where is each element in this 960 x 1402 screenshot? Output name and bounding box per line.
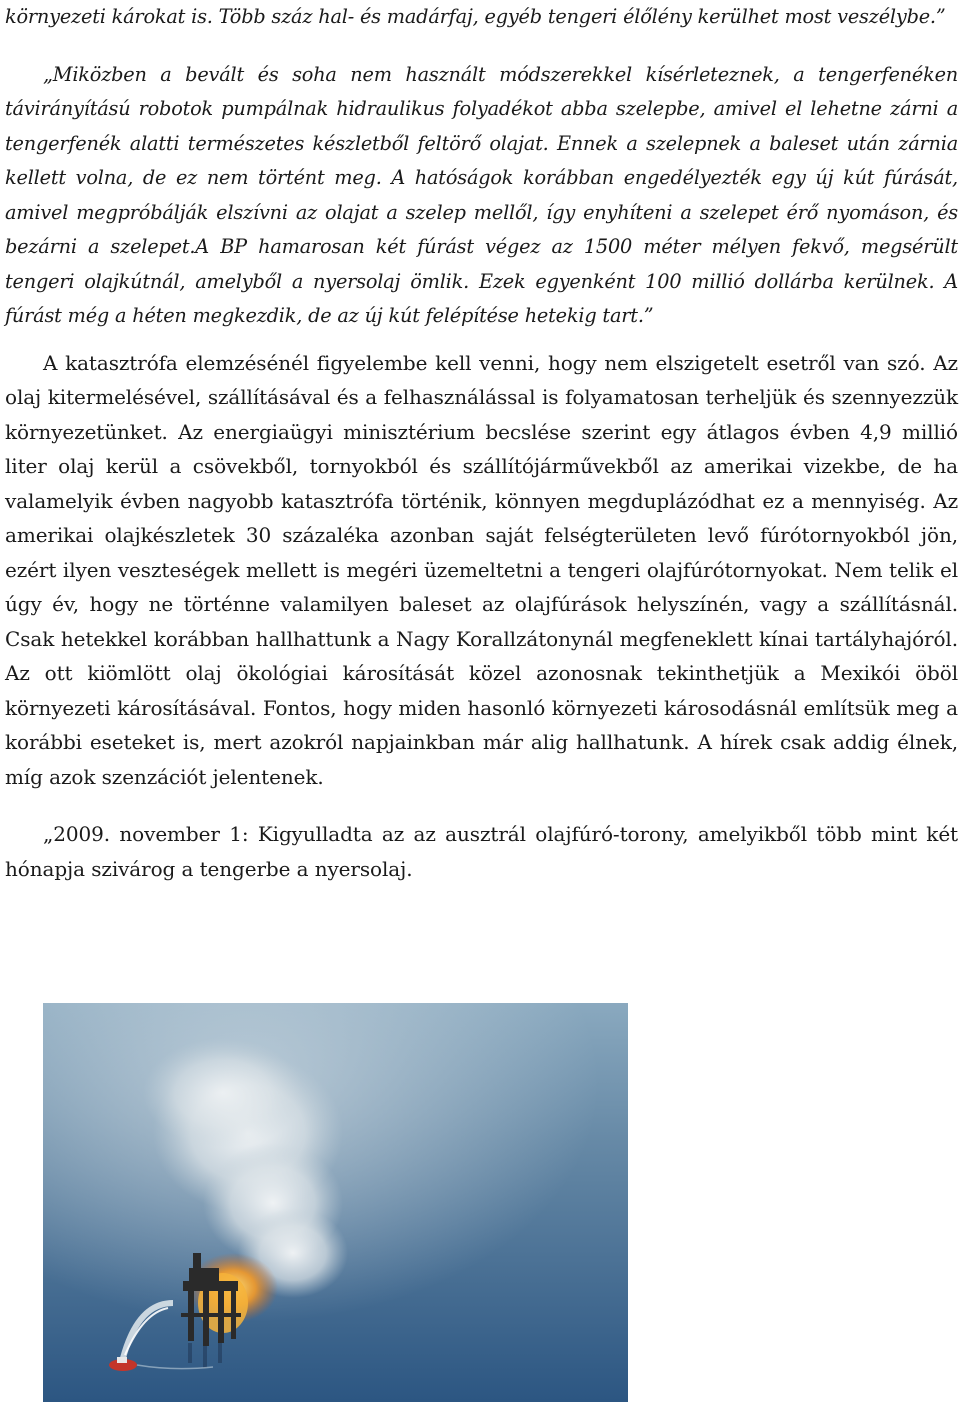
oil-rig-fire-photo <box>43 1003 628 1402</box>
paragraph-quote-australia: „2009. november 1: Kigyulladta az az ausztrál olajfúró-torony, amelyikből több mint két hónapja szivárog a tengerbe a nyersolaj. <box>5 822 958 881</box>
document-page <box>5 0 958 886</box>
paragraph-quote-end: környezeti károkat is. Több száz hal- és madárfaj, egyéb tengeri élőlény kerülhet most veszélybe.” <box>5 5 946 28</box>
paragraph-analysis: A katasztrófa elemzésénél figyelembe kell venni, hogy nem elszigetelt esetről van szó. Az olaj kitermelésével, szállításával és a felhasználással is folyamatosan terheljük és szennyezzük környezetünket. Az energiaügyi minisztérium becslése szerint egy átlagos évben 4,9 millió liter olaj kerül a csövekből, tornyokból és szállítójárművekből az amerikai vizekbe, de ha valamelyik évben nagyobb katasztrófa történik, könnyen megduplázódhat ez a mennyiség. Az amerikai olajkészletek 30 százaléka azonban saját felségterületen levő fúrótornyokból jön, ezért ilyen veszteségek mellett is megéri üzemeltetni a tengeri olajfúrótornyokat. Nem telik el úgy év, hogy ne történne valamilyen baleset az olajfúrások helyszínén, vagy a szállításnál. Csak hetekkel korábban hallhattunk a Nagy Korallzátonynál megfeneklett kínai tartályhajóról. Az ott kiömlött olaj ökológiai károsítását közel azonosnak tekinthetjük a Mexikói öböl környezeti károsításával. Fontos, hogy miden hasonló környezeti károsodásnál említsük meg a korábbi eseteket is, mert azokról napjainkban már alig hallhatunk. A hírek csak addig élnek, míg azok szenzációt jelentenek. <box>5 350 958 789</box>
paragraph-quote-bp: „Miközben a bevált és soha nem használt módszerekkel kísérleteznek, a tengerfenéken távirányítású robotok pumpálnak hidraulikus folyadékot abba szelepbe, amivel el lehetne zárni a tengerfenék alatti természetes készletből feltörő olajat. Ennek a szelepnek a baleset után zárnia kellett volna, de ez nem történt meg. A hatóságok korábban engedélyezték egy új kút fúrását, amivel megpróbálják elszívni az olajat a szelep mellől, így enyhíteni a szelepet érő nyomáson, és bezárni a szelepet.A BP hamarosan két fúrást végez az 1500 méter mélyen fekvő, megsérült tengeri olajkútnál, amelyből a nyersolaj ömlik. Ezek egyenként 100 millió dollárba kerülnek. A fúrást még a héten megkezdik, de az új kút felépítése hetekig tart.” <box>5 62 958 327</box>
